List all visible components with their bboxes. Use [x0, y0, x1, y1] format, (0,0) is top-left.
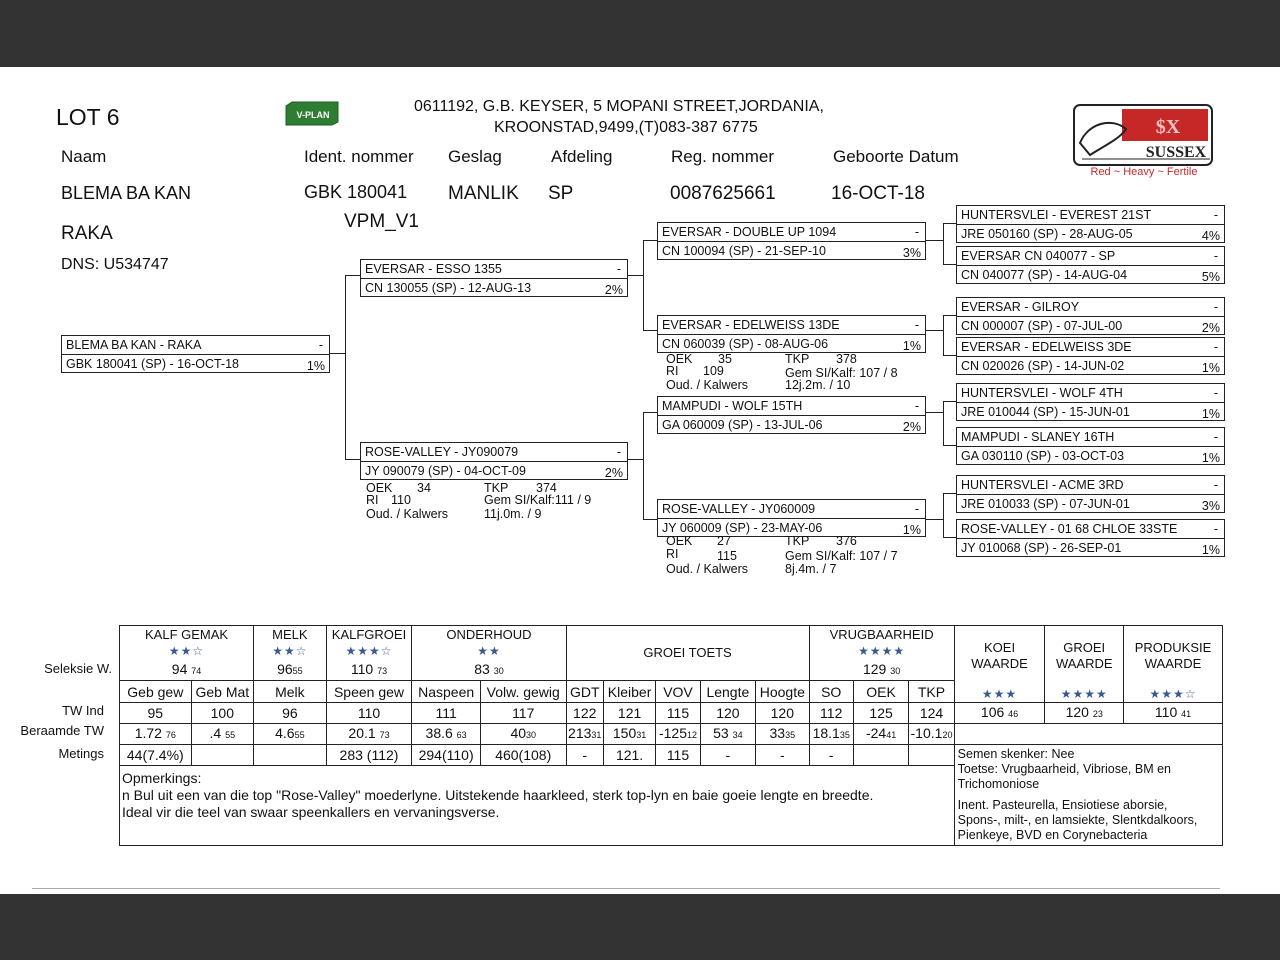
toetse-text-2: Trichomoniose — [957, 777, 1040, 791]
animal-dns: DNS: U534747 — [61, 256, 169, 273]
pedigree-dam-sire: MAMPUDI - WOLF 15TH - GA 060009 (SP) - 13-JUL-06 2% — [657, 396, 926, 434]
bottom-bar — [0, 894, 1280, 960]
pedigree-subject: BLEMA BA KAN - RAKA - GBK 180041 (SP) - 16-OCT-18 1% — [61, 335, 330, 373]
pedigree-dam-dam: ROSE-VALLEY - JY060009 - JY 060009 (SP) - 23-MAY-06 1% — [657, 499, 926, 537]
beraamde-row: 1.72 76 .4 55 4.655 20.1 73 38.6 63 4030 21331 15031 -12512 53 34 3335 18.135 -2441 -10.120 — [120, 724, 1223, 745]
footer-rule — [32, 888, 1220, 889]
animal-geboorte: 16-OCT-18 — [831, 183, 925, 204]
pedigree-sire-sire: EVERSAR - DOUBLE UP 1094 - CN 100094 (SP) - 21-SEP-10 3% — [657, 222, 926, 260]
animal-name-2: RAKA — [61, 223, 113, 244]
opmerkings-label: Opmerkings: — [122, 770, 202, 786]
label-naam: Naam — [61, 147, 107, 166]
inent-text-1: Inent. Pasteurella, Ensiotiese aborsie, — [957, 798, 1168, 812]
pedigree-sss: HUNTERSVLEI - EVEREST 21ST - JRE 050160 (SP) - 28-AUG-05 4% — [956, 205, 1225, 243]
pedigree-dds: HUNTERSVLEI - ACME 3RD - JRE 010033 (SP) - 07-JUN-01 3% — [956, 475, 1225, 513]
label-reg: Reg. nommer — [671, 147, 774, 166]
inent-text-3: Pienkeye, BVD en Corynebacteria — [957, 828, 1148, 842]
svg-text:Red ~ Heavy ~ Fertile: Red ~ Heavy ~ Fertile — [1090, 166, 1198, 178]
breeder-line-1: 0611192, G.B. KEYSER, 5 MOPANI STREET,JORDANIA, — [414, 98, 824, 115]
pedigree-ssd: EVERSAR CN 040077 - SP - CN 040077 (SP) - 14-AUG-04 5% — [956, 246, 1225, 284]
opmerkings-line-2: Ideal vir die teel van swaar speenkallers en vervaningsverse. — [122, 804, 500, 820]
lot-title: LOT 6 — [56, 104, 120, 130]
pedigree-sire: EVERSAR - ESSO 1355 - CN 130055 (SP) - 12-AUG-13 2% — [360, 259, 628, 297]
toetse-text-1: Toetse: Vrugbaarheid, Vibriose, BM en — [957, 762, 1171, 776]
pedigree-sire-dam: EVERSAR - EDELWEISS 13DE - CN 060039 (SP) - 08-AUG-06 1% — [657, 315, 926, 353]
svg-text:V-PLAN: V-PLAN — [296, 110, 330, 120]
breeder-line-2: KROONSTAD,9499,(T)083-387 6775 — [494, 119, 758, 136]
svg-text:$X: $X — [1155, 116, 1181, 138]
row-label-seleksie: Seleksie W. — [44, 661, 112, 676]
pedigree-sds: EVERSAR - GILROY - CN 000007 (SP) - 07-JUL-00 2% — [956, 297, 1225, 335]
label-afdeling: Afdeling — [551, 147, 613, 166]
pedigree-dam: ROSE-VALLEY - JY090079 - JY 090079 (SP) - 04-OCT-09 2% — [360, 442, 628, 480]
row-label-metings: Metings — [58, 746, 104, 761]
metings-row: 44(7.4%) 283 (112) 294(110) 460(108) - 121. 115 - - - Semen skenker: Nee Toetse: Vrugbaarheid, Vibriose, BM en Trichomoniose Inent. Pasteurella, Ensiotiese aborsie, Spons-, milt-, en lamsiekte, Slentkdalkoors, Pienkeye, BVD en Corynebacteria — [120, 745, 1223, 766]
animal-geslag: MANLIK — [448, 183, 519, 204]
label-geslag: Geslag — [448, 147, 502, 166]
opmerkings-line-1: n Bul uit een van die top "Rose-Valley" moederlyne. Uitstekende haarkleed, sterk top-lyn en baie goeie lengte en breedte. — [122, 787, 874, 803]
stats-table: KALF GEMAK ★★☆ MELK ★★☆ KALFGROEI ★★★☆ ONDERHOUD ★★ GROEI TOETS VRUGBAARHEID ★★★★ KOEI WAARDE ★★★ GROEI WAARDE ★★★★ PRODUKSIE WAARDE ★★★☆ 94 74 9655 110 73 83 30 129 30 Geb gew Geb Mat Melk Speen gew Naspeen Volw. gewig GDT Kleiber VOV Lengte Hoogte SO OEK TKP 95 100 96 110 111 117 122 121 115 120 120 112 125 124 106 46 120 23 110 41 1.72 76 .4 55 4.655 20.1 73 38.6 63 4030 21331 15031 -12512 53 34 3335 18.135 -2441 -10.120 44(7.4%) 283 (112) 294(110) 460(108) - 121. 115 - - - Semen skenker: Nee Toetse: Vrugbaarheid, Vibriose, BM en Trichomoniose Inent. Pasteurella, Ensiotiese aborsie, Spons-, milt-, en lamsiekte, Slentkdalkoors, Pienkeye, BVD en Corynebacteria Opmerkings: n Bul uit een van die top "Rose-Valley" moederlyne. Uitstekende haarkleed, sterk top-lyn en baie goeie lengte en breedte. Ideal vir die teel van swaar speenkallers en vervaningsverse. — [119, 625, 1223, 846]
pedigree-sdd: EVERSAR - EDELWEISS 3DE - CN 020026 (SP) - 14-JUN-02 1% — [956, 337, 1225, 375]
label-geboorte: Geboorte Datum — [833, 147, 959, 166]
inent-text-2: Spons-, milt-, en lamsiekte, Slentkdalkoors, — [957, 813, 1198, 827]
label-ident: Ident. nommer — [304, 147, 414, 166]
animal-ident-2: VPM_V1 — [344, 211, 419, 232]
tw-ind-row: 95 100 96 110 111 117 122 121 115 120 120 112 125 124 106 46 120 23 110 41 — [120, 703, 1223, 724]
pedigree-ddd: ROSE-VALLEY - 01 68 CHLOE 33STE - JY 010068 (SP) - 26-SEP-01 1% — [956, 519, 1225, 557]
pedigree-dsd: MAMPUDI - SLANEY 16TH - GA 030110 (SP) - 03-OCT-03 1% — [956, 427, 1225, 465]
animal-ident: GBK 180041 — [304, 182, 408, 202]
sussex-logo — [1072, 103, 1216, 179]
animal-afdeling: SP — [548, 183, 574, 204]
vplan-logo — [284, 100, 340, 126]
row-label-tw-ind: TW Ind — [62, 703, 104, 718]
pedigree-dss: HUNTERSVLEI - WOLF 4TH - JRE 010044 (SP) - 15-JUN-01 1% — [956, 383, 1225, 421]
animal-name: BLEMA BA KAN — [61, 183, 192, 203]
animal-reg: 0087625661 — [670, 183, 776, 204]
top-bar — [0, 0, 1280, 67]
svg-text:SUSSEX: SUSSEX — [1145, 144, 1207, 161]
semen-text: Semen skenker: Nee — [957, 747, 1075, 761]
row-label-beraamde: Beraamde TW — [20, 723, 104, 738]
